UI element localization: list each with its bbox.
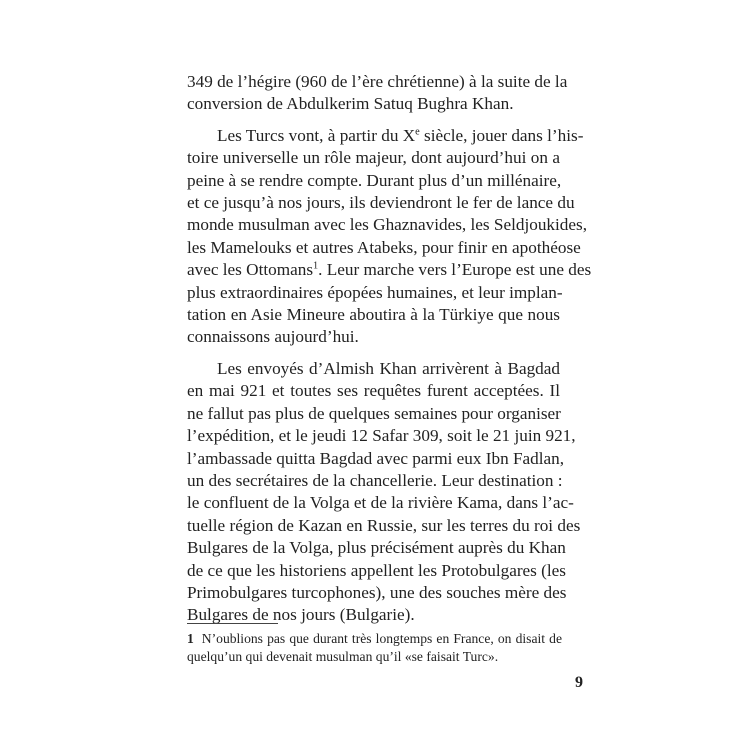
footnote-line: quelqu’un qui devenait musulman qu’il «se faisait Turc».	[187, 649, 499, 664]
text-line: et ce jusqu’à nos jours, ils deviendront le fer de lance du	[187, 193, 575, 213]
text-line: Primobulgares turcophones), une des souches mère des	[187, 582, 567, 602]
footnote-reference[interactable]: 1	[313, 260, 319, 272]
text-line: les Mamelouks et autres Atabeks, pour finir en apothéose	[187, 237, 581, 257]
text-line: tation en Asie Mineure aboutira à la Türkiye que nous	[187, 305, 560, 325]
text-line: peine à se rendre compte. Durant plus d’un millénaire,	[187, 170, 562, 190]
text-line: Bulgares de nos jours (Bulgarie).	[187, 605, 415, 625]
text-line: un des secrétaires de la chancellerie. Leur destination :	[187, 470, 563, 490]
footnote-number: 1	[187, 631, 194, 646]
text-line: l’expédition, et le jeudi 12 Safar 309, soit le 21 juin 921,	[187, 426, 576, 446]
footnote	[187, 630, 562, 666]
paragraph-3	[187, 358, 581, 627]
text-line: connaissons aujourd’hui.	[187, 327, 359, 347]
footnote-divider	[187, 623, 278, 624]
text-line: toire universelle un rôle majeur, dont aujourd’hui on a	[187, 148, 560, 168]
text-line: le confluent de la Volga et de la rivière Kama, dans l’ac-	[187, 493, 574, 513]
text-line: tuelle région de Kazan en Russie, sur les terres du roi des	[187, 515, 581, 535]
paragraph-2	[187, 125, 592, 349]
text-line: ne fallut pas plus de quelques semaines pour organiser	[187, 403, 561, 423]
text-line: de ce que les historiens appellent les Protobulgares (les	[187, 560, 566, 580]
text-line: Bulgares de la Volga, plus précisément auprès du Khan	[187, 538, 566, 558]
text-line: en mai 921 et toutes ses requêtes furent acceptées. Il	[187, 381, 560, 401]
footnote-line: 1 N’oublions pas que durant très longtemps en France, on disait de	[187, 631, 562, 646]
text-line: Les Turcs vont, à partir du Xe siècle, jouer dans l’his-	[217, 125, 584, 145]
text-line: plus extraordinaires épopées humaines, et leur implan-	[187, 282, 563, 302]
text-line: avec les Ottomans$^1$. Leur marche vers l’Europe est une des	[187, 260, 592, 280]
text-line: l’ambassade quitta Bagdad avec parmi eux Ibn Fadlan,	[187, 448, 565, 468]
text-line: 349 de l’hégire (960 de l’ère chrétienne) à la suite de la	[187, 72, 568, 91]
page-number: 9	[575, 674, 583, 691]
superscript: e	[415, 126, 420, 138]
text-line: Les envoyés d’Almish Khan arrivèrent à Bagdad	[217, 358, 560, 378]
text-line: conversion de Abdulkerim Satuq Bughra Khan.	[187, 94, 514, 114]
paragraph-1	[187, 71, 568, 116]
body-text	[187, 71, 592, 627]
text-line: monde musulman avec les Ghaznavides, les Seldjoukides,	[187, 215, 587, 235]
